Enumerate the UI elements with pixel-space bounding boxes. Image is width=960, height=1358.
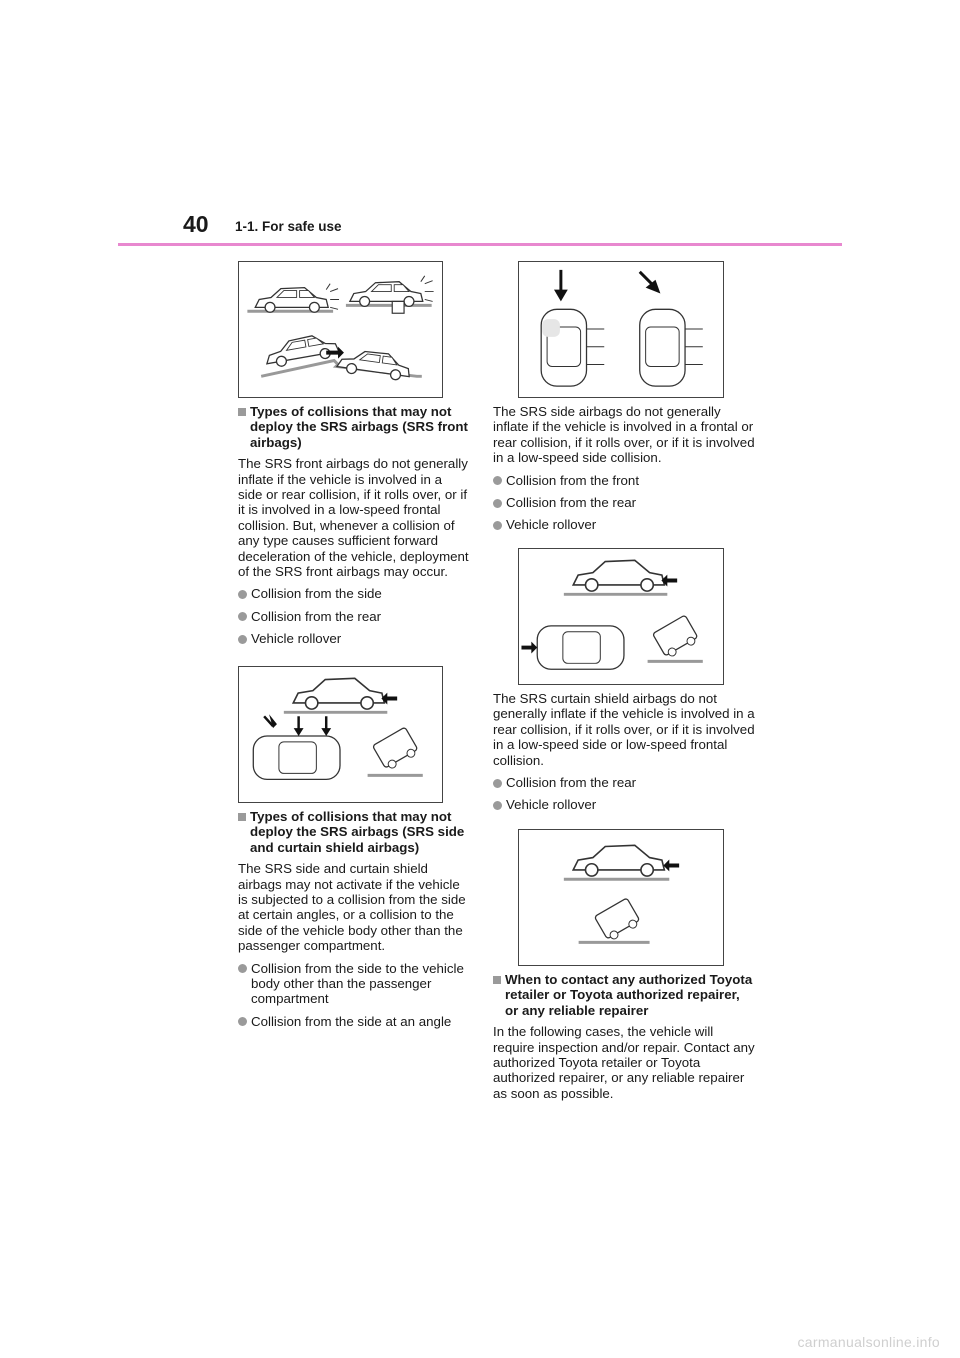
list-item: Vehicle rollover xyxy=(493,517,755,532)
list-item: Vehicle rollover xyxy=(238,631,470,646)
circle-bullet-icon xyxy=(238,635,247,644)
circle-bullet-icon xyxy=(238,1017,247,1026)
body-side-curtain-airbags: The SRS side and curtain shield airbags may not activate if the vehicle is subjected to a collision from the side at certain angles, or a collision to the side of the vehicle body other than the passenger compartment. xyxy=(238,861,466,954)
body-curtain-airbags: The SRS curtain shield airbags do not generally inflate if the vehicle is involved in a rear collision, if it rolls over, or if it is involved in a low-speed side or low-speed frontal collision. xyxy=(493,691,755,768)
heading-front-airbags: Types of collisions that may not deploy the SRS airbags (SRS front airbags) xyxy=(238,404,470,450)
circle-bullet-icon xyxy=(493,476,502,485)
list-item: Collision from the rear xyxy=(238,609,470,624)
circle-bullet-icon xyxy=(493,499,502,508)
circle-bullet-icon xyxy=(238,590,247,599)
square-bullet-icon xyxy=(238,813,246,821)
figure-side-rear-rollover xyxy=(238,666,443,803)
list-item: Collision from the front xyxy=(493,473,755,488)
list-item: Collision from the rear xyxy=(493,495,755,510)
figure-front-collisions xyxy=(238,261,443,398)
list-item: Collision from the side at an angle xyxy=(238,1014,470,1029)
circle-bullet-icon xyxy=(493,801,502,810)
list-item: Collision from the side to the vehicle body other than the passenger compartment xyxy=(238,961,470,1007)
header-rule xyxy=(118,243,842,246)
square-bullet-icon xyxy=(238,408,246,416)
body-side-airbags: The SRS side airbags do not generally inflate if the vehicle is involved in a frontal or rear collision, if it rolls over, or if it is involved in a low-speed side collision. xyxy=(493,404,755,466)
square-bullet-icon xyxy=(493,976,501,984)
list-item: Collision from the side xyxy=(238,586,470,601)
body-contact-repairer: In the following cases, the vehicle will require inspection and/or repair. Contact any authorized Toyota retailer or Toyota authorized repairer, or any reliable repairer as soon as possible. xyxy=(493,1024,755,1101)
circle-bullet-icon xyxy=(493,521,502,530)
figure-front-rear-rollover xyxy=(518,548,724,685)
list-item: Vehicle rollover xyxy=(493,797,755,812)
figure-rear-rollover xyxy=(518,829,724,966)
section-title: 1-1. For safe use xyxy=(235,219,342,234)
circle-bullet-icon xyxy=(238,964,247,973)
heading-contact-repairer: When to contact any authorized Toyota retailer or Toyota authorized repairer, or any reliable repairer xyxy=(493,972,755,1018)
circle-bullet-icon xyxy=(238,612,247,621)
figure-side-angle-collisions xyxy=(518,261,724,398)
heading-side-curtain-airbags: Types of collisions that may not deploy the SRS airbags (SRS side and curtain shield airbags) xyxy=(238,809,470,855)
list-item: Collision from the rear xyxy=(493,775,755,790)
circle-bullet-icon xyxy=(493,779,502,788)
body-front-airbags: The SRS front airbags do not generally inflate if the vehicle is involved in a side or rear collision, if it rolls over, or if it is involved in a low-speed frontal collision. But, whenever a collision of any type causes sufficient forward deceleration of the vehicle, deployment of the SRS front airbags may occur. xyxy=(238,456,469,580)
page-number: 40 xyxy=(183,211,209,237)
watermark: carmanualsonline.info xyxy=(797,1334,940,1350)
